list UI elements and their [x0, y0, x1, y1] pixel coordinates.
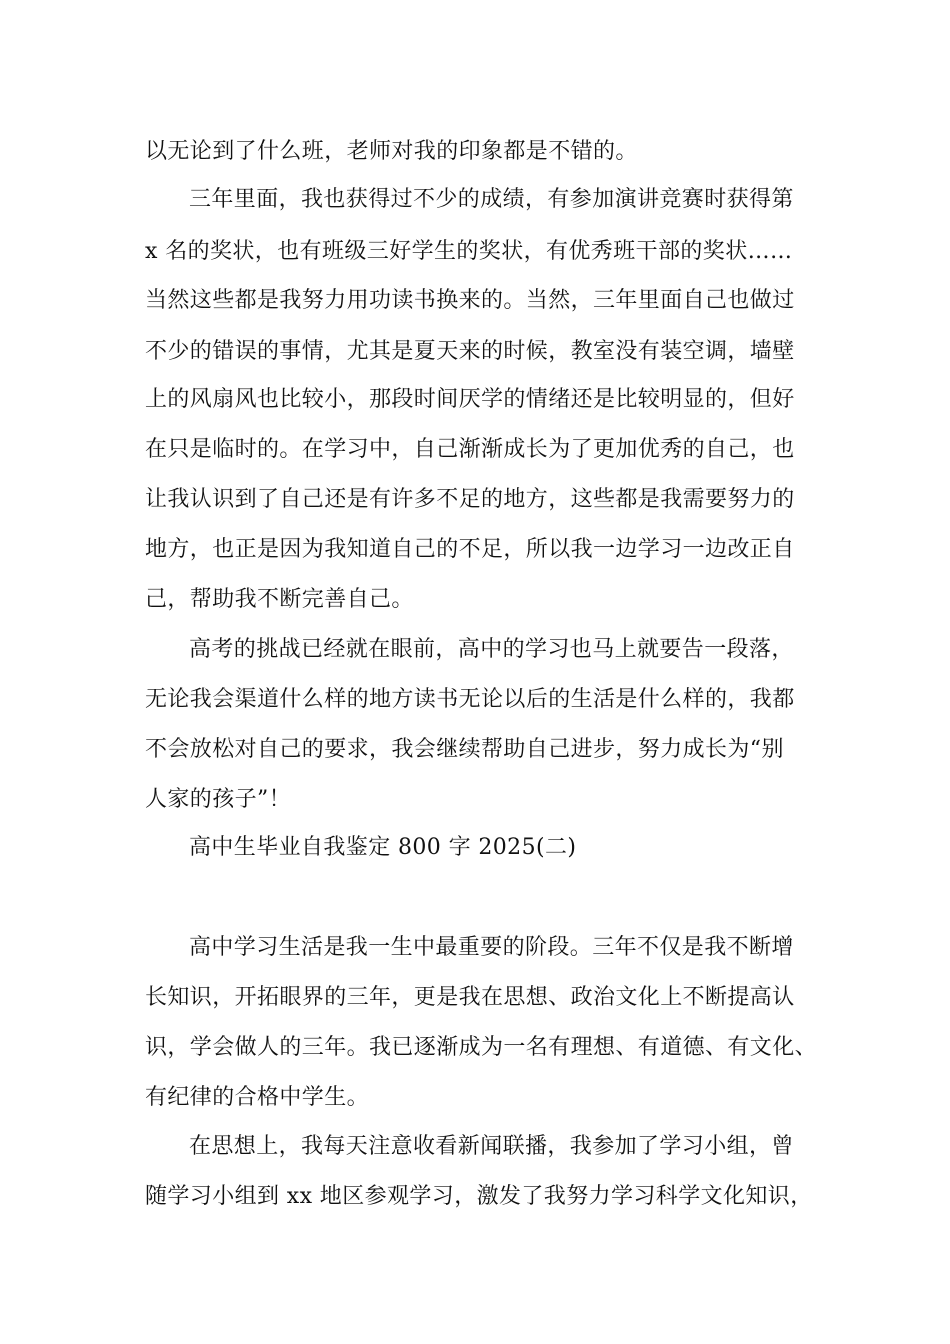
text-line: 在只是临时的。在学习中，自己渐渐成长为了更加优秀的自己，也 [145, 437, 795, 462]
text-line: 随学习小组到 xx 地区参观学习，激发了我努力学习科学文化知识， [145, 1184, 813, 1209]
section-heading: 高中生毕业自我鉴定 800 字 2025(二) [189, 835, 577, 860]
text-line: 不会放松对自己的要求，我会继续帮助自己进步，努力成长为“别 [145, 737, 784, 762]
text-line: 让我认识到了自己还是有许多不足的地方，这些都是我需要努力的 [145, 487, 795, 512]
paragraph-start-line: 高考的挑战已经就在眼前，高中的学习也马上就要告一段落， [189, 637, 794, 662]
text-line: 不少的错误的事情，尤其是夏天来的时候，教室没有装空调，墙壁 [145, 339, 795, 364]
paragraph-start-line: 在思想上，我每天注意收看新闻联播，我参加了学习小组，曾 [189, 1134, 794, 1159]
text-line: 长知识，开拓眼界的三年，更是我在思想、政治文化上不断提高认 [145, 985, 795, 1010]
text-line: 以无论到了什么班，老师对我的印象都是不错的。 [145, 139, 638, 164]
text-line: 己，帮助我不断完善自己。 [145, 587, 414, 612]
text-line: 有纪律的合格中学生。 [145, 1085, 370, 1110]
text-line: x 名的奖状，也有班级三好学生的奖状，有优秀班干部的奖状…… [145, 239, 793, 264]
text-line: 地方，也正是因为我知道自己的不足，所以我一边学习一边改正自 [145, 537, 795, 562]
text-line: 人家的孩子”！ [145, 787, 292, 812]
text-line: 当然这些都是我努力用功读书换来的。当然，三年里面自己也做过 [145, 288, 795, 313]
text-line: 上的风扇风也比较小，那段时间厌学的情绪还是比较明显的，但好 [145, 387, 795, 412]
paragraph-start-line: 三年里面，我也获得过不少的成绩，有参加演讲竞赛时获得第 [189, 187, 794, 212]
text-line: 无论我会渠道什么样的地方读书无论以后的生活是什么样的，我都 [145, 687, 795, 712]
paragraph-start-line: 高中学习生活是我一生中最重要的阶段。三年不仅是我不断增 [189, 935, 794, 960]
text-line: 识，学会做人的三年。我已逐渐成为一名有理想、有道德、有文化、 [145, 1035, 818, 1060]
